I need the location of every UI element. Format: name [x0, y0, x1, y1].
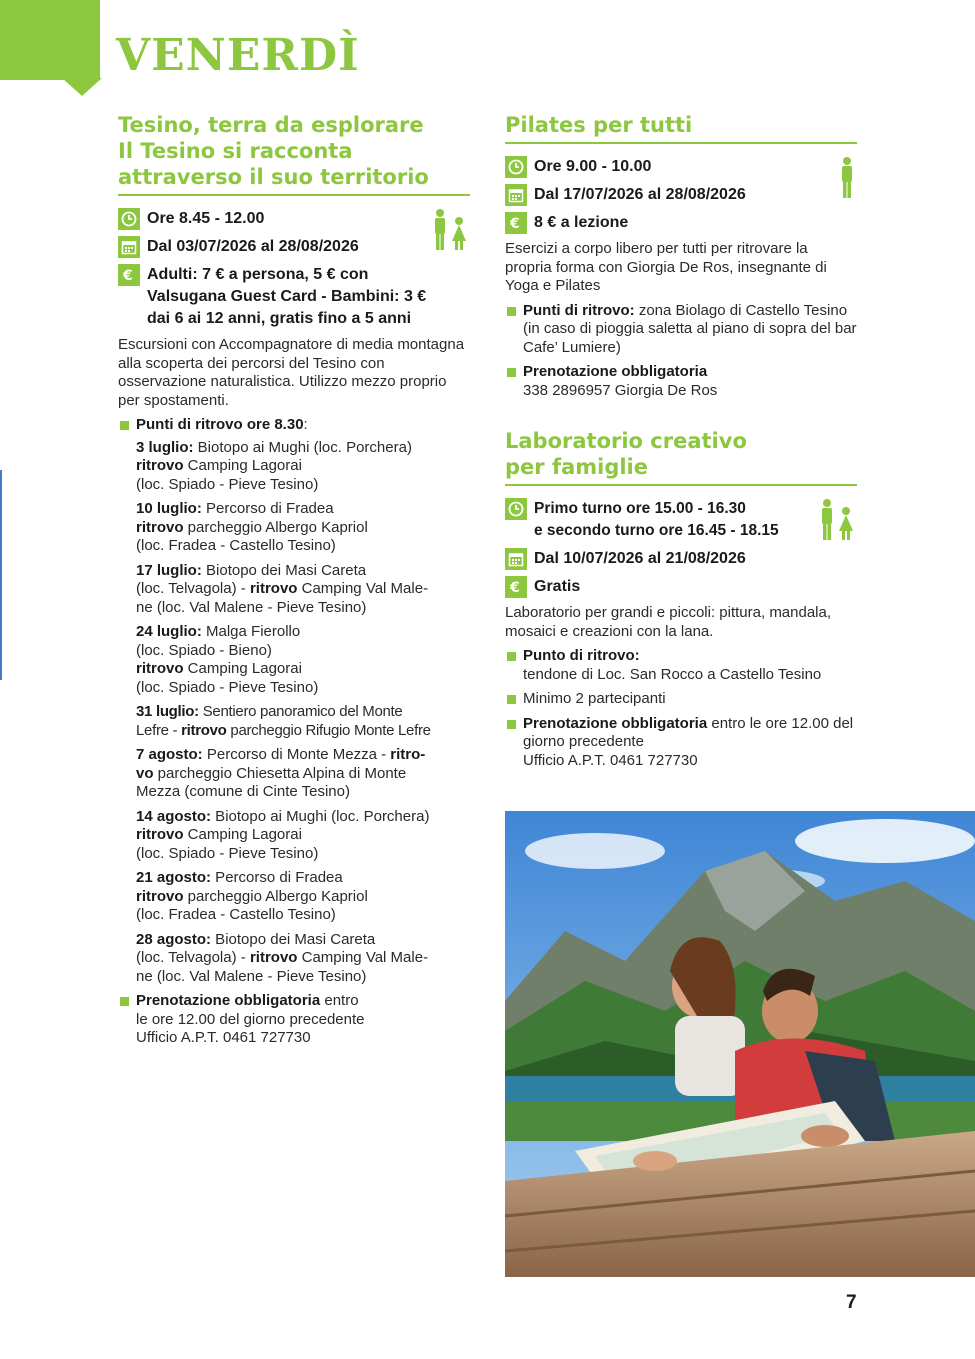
booking-label: Prenotazione obbligatoria: [523, 363, 708, 380]
page-number: 7: [846, 1292, 857, 1313]
list-item: [136, 703, 470, 740]
dates-text: Dal 17/07/2026 al 28/08/2026: [534, 186, 746, 203]
tesino-section: [118, 112, 470, 1054]
dates-row: [118, 236, 470, 258]
page-edge-marker: [0, 470, 2, 680]
entry-date: 3 luglio:: [136, 438, 194, 456]
entry-ritrovo-label: ritrovo: [136, 887, 184, 905]
booking-label: Prenotazione obbligatoria: [523, 714, 708, 732]
time-row: [118, 208, 470, 230]
bullet-square-icon: [507, 307, 516, 316]
booking-line: le ore 12.00 del giorno precedente: [136, 1010, 365, 1028]
entry-date: 14 agosto:: [136, 807, 212, 825]
entry-ritrovo: parcheggio Chiesetta Alpina di Monte: [153, 764, 407, 782]
svg-text:€: €: [510, 216, 520, 231]
lab-title: [505, 428, 857, 486]
euro-icon: [505, 212, 527, 234]
lab-title-line: Laboratorio creativo: [505, 429, 747, 453]
entry-place: Percorso di Fradea: [201, 500, 334, 517]
dates-row: [505, 184, 857, 206]
family-icon: [430, 208, 470, 252]
minimum-participants: [505, 690, 857, 709]
entry-ritrovo-label: ritro-: [390, 746, 426, 763]
lab-list: [505, 647, 857, 770]
entry-ritrovo-label: ritrovo: [249, 580, 298, 597]
bullet-square-icon: [507, 368, 516, 377]
landscape-illustration: [505, 811, 975, 1277]
booking-office: Ufficio A.P.T. 0461 727730: [523, 751, 698, 769]
tesino-description: Escursioni con Accompagnatore di media montagna alla scoperta dei percorsi del Tesino con osservazione naturalistica. Utilizzo mezzo proprio per spostamenti.: [118, 336, 465, 409]
entry-place: Biotopo ai Mughi (loc. Porchera): [193, 438, 412, 456]
couple-reading-map-photo: [505, 811, 975, 1277]
time-text: Ore 9.00 - 10.00: [534, 158, 652, 175]
entry-location: ne (loc. Val Malene - Pieve Tesino): [136, 967, 367, 985]
euro-icon: [118, 264, 140, 286]
pilates-section: [505, 112, 857, 400]
entry-ritrovo: Camping Lagorai: [183, 457, 302, 474]
dates-row: [505, 548, 857, 570]
lab-info: [505, 498, 857, 598]
price-text: [147, 264, 426, 330]
booking-line: Ufficio A.P.T. 0461 727730: [136, 1029, 311, 1046]
time-row: [505, 498, 857, 542]
entry-place: Biotopo ai Mughi (loc. Porchera): [211, 807, 430, 825]
entry-ritrovo: Camping Lagorai: [183, 660, 302, 677]
right-column: [505, 112, 857, 776]
price-line: Adulti: 7 € a persona, 5 € con: [147, 266, 369, 283]
booking-info: [505, 715, 857, 771]
tesino-title-line: Il Tesino si racconta: [118, 139, 353, 163]
entry-location: (loc. Fradea - Castello Tesino): [136, 906, 336, 923]
booking-text: entro: [320, 992, 359, 1009]
clock-icon: [505, 156, 527, 178]
bullet-square-icon: [507, 695, 516, 704]
entry-ritrovo-label: ritrovo: [249, 949, 298, 966]
list-item: [136, 439, 470, 495]
svg-text:€: €: [510, 580, 520, 595]
day-title: VENERDÌ: [116, 30, 360, 81]
entry-ritrovo-label: ritrovo: [181, 721, 227, 739]
pilates-title: Pilates per tutti: [505, 112, 857, 144]
entry-date: 24 luglio:: [136, 623, 202, 640]
pilates-description: Esercizi a corpo libero per tutti per ritrovare la propria forma con Giorgia De Ros, insegnante di Yoga e Pilates: [505, 240, 827, 294]
clock-icon: [118, 208, 140, 230]
clock-icon: [505, 498, 527, 520]
bullet-square-icon: [120, 997, 129, 1006]
entry-place: Sentiero panoramico del Monte: [198, 703, 403, 720]
entry-date: 7 agosto:: [136, 746, 203, 763]
lab-description: Laboratorio per grandi e piccoli: pittura, mandala, mosaici e creazioni con la lana.: [505, 604, 832, 640]
list-item: [136, 623, 470, 697]
entry-ritrovo: parcheggio Rifugio Monte Lefre: [226, 721, 431, 739]
entry-ritrovo-label: vo: [136, 764, 154, 782]
calendar-icon: [118, 236, 140, 258]
entry-ritrovo-label: ritrovo: [136, 518, 184, 536]
booking-info: [505, 363, 857, 400]
entry-place: (loc. Telvagola) -: [136, 580, 250, 597]
booking-text: entro le ore 12.00 del giorno precedente: [523, 714, 854, 750]
entry-place: Percorso di Monte Mezza -: [202, 746, 391, 763]
euro-icon: [505, 576, 527, 598]
price-text: 8 € a lezione: [534, 214, 629, 231]
time-line: Primo turno ore 15.00 - 16.30: [534, 500, 746, 517]
meeting-colon: :: [303, 416, 308, 433]
meeting-text: tendone di Loc. San Rocco a Castello Tesino: [523, 665, 822, 683]
entry-location: (loc. Spiado - Pieve Tesino): [136, 844, 319, 862]
list-item: [136, 869, 470, 925]
time-row: [505, 156, 857, 178]
dates-text: Dal 03/07/2026 al 28/08/2026: [147, 238, 359, 255]
calendar-icon: [505, 548, 527, 570]
meeting-point: [505, 647, 857, 684]
entry-location: (loc. Spiado - Pieve Tesino): [136, 678, 319, 696]
entry-place: Lefre -: [136, 721, 182, 739]
entry-ritrovo: Camping Lagorai: [183, 826, 302, 843]
tesino-title-line: Tesino, terra da esplorare: [118, 113, 424, 137]
entry-ritrovo: parcheggio Albergo Kapriol: [183, 518, 368, 536]
booking-info: [118, 992, 470, 1048]
tesino-title: [118, 112, 470, 196]
entry-location: Mezza (comune di Cinte Tesino): [136, 783, 350, 800]
entry-location: ne (loc. Val Malene - Pieve Tesino): [136, 598, 367, 616]
entry-ritrovo-label: ritrovo: [136, 457, 184, 474]
list-item: [136, 931, 470, 987]
calendar-icon: [505, 184, 527, 206]
bullet-square-icon: [120, 421, 129, 430]
entry-ritrovo-label: ritrovo: [136, 660, 184, 677]
list-item: [136, 808, 470, 864]
price-row: [505, 212, 857, 234]
price-text: Gratis: [534, 578, 581, 595]
price-row: [118, 264, 470, 330]
entry-date: 10 luglio:: [136, 500, 202, 517]
list-item: [136, 500, 470, 556]
booking-contact: 338 2896957 Giorgia De Ros: [523, 381, 718, 399]
svg-text:€: €: [123, 268, 133, 283]
tesino-list: [118, 416, 470, 1048]
family-icon: [817, 498, 857, 542]
bullet-square-icon: [507, 720, 516, 729]
tesino-info: [118, 208, 470, 330]
entry-place: Percorso di Fradea: [211, 869, 343, 886]
meeting-entries: [136, 439, 470, 987]
time-text: [534, 498, 779, 542]
meeting-point: [505, 302, 857, 358]
entry-location: (loc. Fradea - Castello Tesino): [136, 537, 336, 554]
entry-date: 21 agosto:: [136, 869, 212, 886]
price-row: [505, 576, 857, 598]
entry-place: Biotopo dei Masi Careta: [201, 561, 367, 579]
time-line: e secondo turno ore 16.45 - 18.15: [534, 522, 779, 539]
dates-text: Dal 10/07/2026 al 21/08/2026: [534, 550, 746, 567]
adult-icon: [837, 156, 857, 200]
lab-title-line: per famiglie: [505, 455, 649, 479]
lab-section: [505, 428, 857, 770]
entry-place: (loc. Spiado - Bieno): [136, 641, 272, 659]
pilates-info: [505, 156, 857, 234]
entry-ritrovo-label: ritrovo: [136, 826, 184, 843]
meeting-label: Punto di ritrovo:: [523, 647, 640, 664]
meeting-label: Punti di ritrovo:: [523, 301, 635, 319]
entry-ritrovo: Camping Val Male-: [297, 949, 429, 966]
entry-ritrovo: Camping Val Male-: [297, 580, 429, 597]
entry-date: 31 luglio:: [136, 703, 199, 720]
price-line: Valsugana Guest Card - Bambini: 3 €: [147, 288, 427, 305]
list-item: [136, 746, 470, 802]
meeting-label: Punti di ritrovo ore 8.30: [136, 416, 304, 433]
tesino-title-line: attraverso il suo territorio: [118, 165, 429, 189]
minimum-text: Minimo 2 partecipanti: [523, 690, 666, 707]
meeting-text: zona Biolago di Castello Tesino (in caso di pioggia saletta al piano di sopra del bar Cafe’ Lumiere): [523, 301, 857, 356]
booking-label: Prenotazione obbligatoria: [136, 992, 321, 1009]
entry-date: 17 luglio:: [136, 561, 202, 579]
meeting-points: [118, 416, 470, 986]
price-line: dai 6 ai 12 anni, gratis fino a 5 anni: [147, 310, 412, 327]
time-text: Ore 8.45 - 12.00: [147, 210, 265, 227]
entry-place: Malga Fierollo: [201, 623, 301, 640]
entry-ritrovo: parcheggio Albergo Kapriol: [183, 887, 368, 905]
entry-place: Biotopo dei Masi Careta: [211, 930, 376, 948]
list-item: [136, 562, 470, 618]
entry-place: (loc. Telvagola) -: [136, 949, 250, 966]
day-tab: [0, 0, 100, 80]
entry-date: 28 agosto:: [136, 930, 212, 948]
pilates-list: [505, 302, 857, 401]
day-tab-arrow: [62, 78, 102, 96]
bullet-square-icon: [507, 652, 516, 661]
entry-location: (loc. Spiado - Pieve Tesino): [136, 475, 319, 493]
